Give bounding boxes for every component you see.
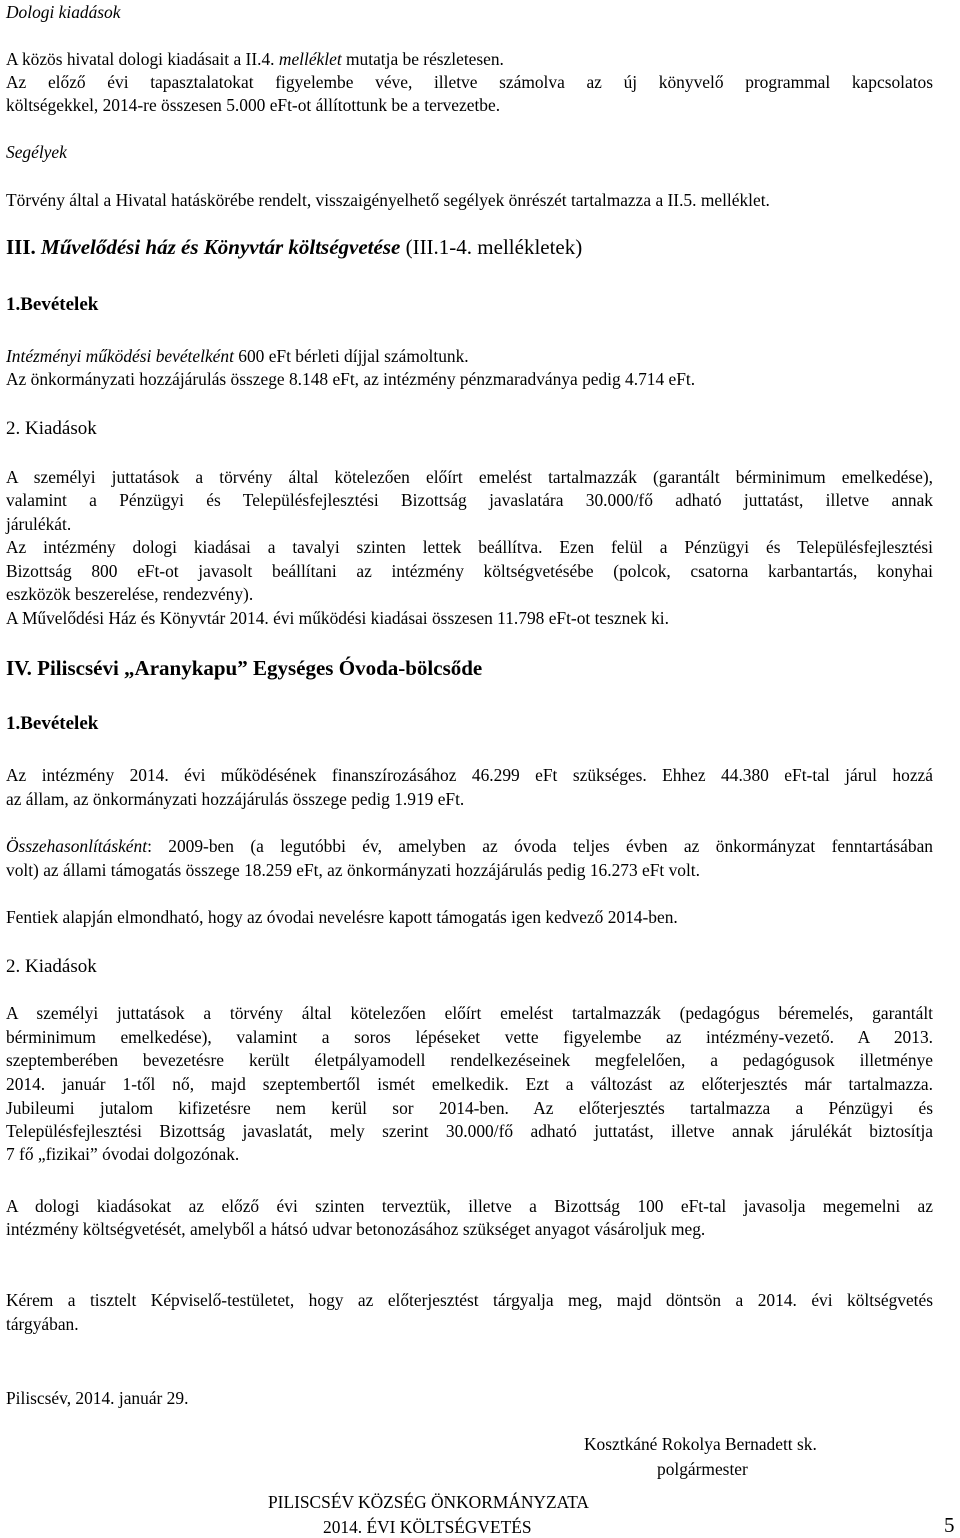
paragraph-line: eszközök beszerelése, rendezvény).	[6, 584, 254, 604]
paragraph-line: költségekkel, 2014-re összesen 5.000 eFt-ot állítottunk be a tervezetbe.	[6, 95, 501, 115]
paragraph-line: A személyi juttatások a törvény által kötelezően előírt emelést tartalmazzák (garantált bérminimum emelkedése),	[6, 467, 933, 487]
paragraph-line: Törvény által a Hivatal hatáskörébe rendelt, visszaigényelhető segélyek önrészét tartalmazza a II.5. melléklet.	[6, 190, 770, 210]
paragraph-line: Bizottság 800 eFt-ot javasolt beállítani az intézmény költségvetésébe (polcok, csatorna karbantartás, konyhai	[6, 561, 933, 581]
heading-dologi-kiadasok: Dologi kiadások	[6, 2, 121, 22]
subheading-kiadasok: 2. Kiadások	[6, 956, 97, 977]
paragraph-line: valamint a Pénzügyi és Településfejlesztési Bizottság javaslatára 30.000/fő adható juttatást, illetve annak	[6, 490, 933, 510]
comparison-label: Összehasonlításként	[6, 836, 148, 856]
place-date: Piliscsév, 2014. január 29.	[6, 1388, 189, 1408]
subheading-kiadasok: 2. Kiadások	[6, 418, 97, 439]
paragraph-line: az állam, az önkormányzati hozzájárulás összege pedig 1.919 eFt.	[6, 789, 465, 809]
section-title-iv: IV. Piliscsévi „Aranykapu” Egységes Óvoda-bölcsőde	[6, 656, 483, 680]
paragraph-line: tárgyában.	[6, 1314, 79, 1334]
subheading-bevetelek: 1.Bevételek	[6, 713, 99, 734]
footer-organization: PILISCSÉV KÖZSÉG ÖNKORMÁNYZATA	[268, 1492, 589, 1512]
paragraph-line: A közös hivatal dologi kiadásait a II.4. melléklet mutatja be részletesen.	[6, 49, 504, 69]
paragraph-line: Településfejlesztési Bizottság javaslatát, mely szerint 30.000/fő adható juttatást, illetve annak járulékát biztosítja	[6, 1121, 933, 1141]
paragraph-line: Jubileumi jutalom kifizetésre nem kerül sor 2014-ben. Az előterjesztés tartalmazza a Pénzügyi és	[6, 1098, 933, 1118]
section-title-iii: III. Művelődési ház és Könyvtár költségvetése (III.1-4. mellékletek)	[6, 235, 583, 259]
paragraph-line: Az intézmény dologi kiadásai a tavalyi szinten lettek beállítva. Ezen felül a Pénzügyi és Településfejlesztési	[6, 537, 933, 557]
signer-title: polgármester	[657, 1459, 748, 1479]
paragraph-line: 2014. január 1-től nő, majd szeptembertől ismét emelkedik. Ezt a változást az előterjesztés már tartalmazza.	[6, 1074, 933, 1094]
italic-reference: melléklet	[278, 49, 342, 69]
paragraph-line: A dologi kiadásokat az előző évi szinten terveztük, illetve a Bizottság 100 eFt-tal javasolja megemelni az	[6, 1196, 933, 1216]
paragraph-line: A személyi juttatások a törvény által kötelezően előírt emelést tartalmazzák (pedagógus béremelés, garantált	[6, 1003, 933, 1023]
page-number: 5	[944, 1513, 955, 1537]
heading-segelyek: Segélyek	[6, 142, 67, 162]
paragraph-line: szeptemberében bevezetésre került életpályamodell rendelkezéseinek megfelelően, a pedagógusok illetménye	[6, 1050, 933, 1070]
paragraph-line: bérminimum emelkedése), valamint a soros lépéseket vette figyelembe az intézmény-vezető. A 2013.	[6, 1027, 933, 1047]
paragraph-line: volt) az állami támogatás összege 18.259 eFt, az önkormányzati hozzájárulás pedig 16.273 eFt volt.	[6, 860, 700, 880]
footer-document-title: 2014. ÉVI KÖLTSÉGVETÉS	[323, 1517, 532, 1537]
paragraph-line: Az előző évi tapasztalatokat figyelembe véve, illetve számolva az új könyvelő programmal kapcsolatos	[6, 72, 933, 92]
paragraph-line: Kérem a tisztelt Képviselő-testületet, hogy az előterjesztést tárgyalja meg, majd döntsön a 2014. évi költségvetés	[6, 1290, 933, 1310]
signer-name: Kosztkáné Rokolya Bernadett sk.	[584, 1434, 817, 1454]
paragraph-line: A Művelődési Ház és Könyvtár 2014. évi működési kiadásai összesen 11.798 eFt-ot tesznek ki.	[6, 608, 669, 628]
subheading-bevetelek: 1.Bevételek	[6, 294, 99, 315]
paragraph-line: Az intézmény 2014. évi működésének finanszírozásához 46.299 eFt szükséges. Ehhez 44.380 eFt-tal járul hozzá	[6, 765, 933, 785]
paragraph-line: Intézményi működési bevételként 600 eFt bérleti díjjal számoltunk.	[6, 346, 469, 366]
paragraph-line: intézmény költségvetését, amelyből a hátsó udvar betonozásához szükséget anyagot vásároljuk meg.	[6, 1219, 706, 1239]
paragraph-line: Fentiek alapján elmondható, hogy az óvodai nevelésre kapott támogatás igen kedvező 2014-ben.	[6, 907, 678, 927]
paragraph-line: járulékát.	[6, 514, 72, 534]
paragraph-line: Az önkormányzati hozzájárulás összege 8.148 eFt, az intézmény pénzmaradványa pedig 4.714 eFt.	[6, 369, 696, 389]
paragraph-line: Összehasonlításként: 2009-ben (a legutóbbi év, amelyben az óvoda teljes évben az önkormányzat fenntartásában	[6, 836, 933, 856]
paragraph-line: 7 fő „fizikai” óvodai dolgozónak.	[6, 1144, 240, 1164]
